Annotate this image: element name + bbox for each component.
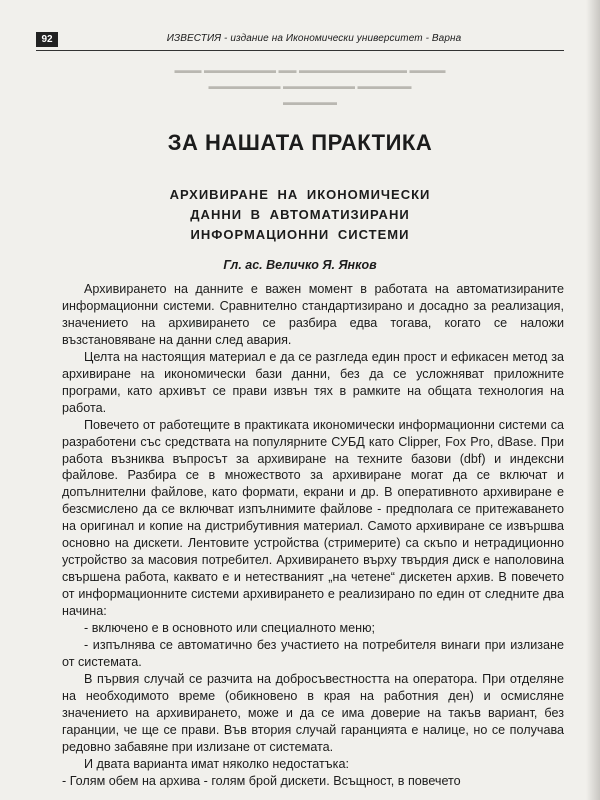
paragraph: И двата варианта имат няколко недостатъка:	[84, 756, 349, 771]
paragraph: В първия случай се разчита на добросъвестността на оператора. При отделяне на необходимото време (обикновено в края на работния ден) и осмисляне значението на архивирането, може и да се има доверие на такъв вариант, без гаранции, че ще се прави. Във втория случай гаранцията е налице, но се получава редовно забавяне при излизане от системата.	[62, 671, 564, 754]
section-title: ЗА НАШАТА ПРАКТИКА	[167, 130, 433, 155]
article-body	[62, 281, 564, 790]
article-title	[0, 185, 600, 245]
list-item: - включено е в основното или специалното меню;	[84, 621, 376, 636]
show-through-text: ▬▬▬ ▬▬▬▬▬▬▬▬ ▬▬ ▬▬▬▬▬▬▬▬▬▬▬▬ ▬▬▬▬ ▬▬▬▬▬▬▬▬ ▬▬▬▬▬▬▬▬ ▬▬▬▬▬▬ ▬▬▬▬▬▬	[174, 65, 446, 107]
running-header	[36, 30, 564, 51]
article-title-line: ИНФОРМАЦИОННИ СИСТЕМИ	[190, 227, 410, 242]
article-title-line: ДАННИ В АВТОМАТИЗИРАНИ	[190, 207, 410, 222]
page-number: 92	[36, 32, 58, 47]
list-item: - изпълнява се автоматично без участието на потребителя винаги при излизане от системата.	[62, 638, 564, 669]
journal-title: ИЗВЕСТИЯ - издание на Икономически университет - Варна	[166, 33, 462, 44]
list-item: - Голям обем на архива - голям брой дискети. Всъщност, в повечето	[62, 773, 461, 788]
article-title-line: АРХИВИРАНЕ НА ИКОНОМИЧЕСКИ	[169, 187, 431, 202]
paragraph: Повечето от работещите в практиката икономически информационни системи са разработени със средствата на популярните СУБД като Clipper, Fox Pro, dBase. При работа възниква въпросът за архивиране на техните базови (dbf) и индексни файлове. Разбира се в множеството за архивиране могат да се включат и допълнителни файлове, като формати, екрани и др. В оперативното архивиране е безсмислено да се включват изпълнимите файлове - предполага се притежаването на оригинал и копие на дистрибутивния материал. Самото архивиране се извършва основно на дискети. Лентовите устройства (стримерите) са скъпо и нетрадиционно устройство за масовия потребител. Архивирането върху твърдия диск е наполовина свършена работа, каквато е и нетестваният „на четене“ дискетен архив. В повечето от информационните системи архивирането е реализирано по един от следните два начина:	[62, 417, 564, 619]
page-edge-shadow	[586, 0, 600, 800]
paragraph: Целта на настоящия материал е да се разгледа един прост и ефикасен метод за архивиране на икономически бази данни, без да се усложняват приложните програми, като архивът се прави извън тях в рамките на общата технология на работа.	[62, 349, 564, 415]
author-name: Гл. ас. Величко Я. Янков	[223, 258, 377, 272]
paragraph: Архивирането на данните е важен момент в работата на автоматизираните информационни системи. Сравнително стандартизирано и досадно за реализация, значението на архивирането се разбира едва тогава, когато се наложи възстановяване на данни след авария.	[62, 282, 564, 347]
